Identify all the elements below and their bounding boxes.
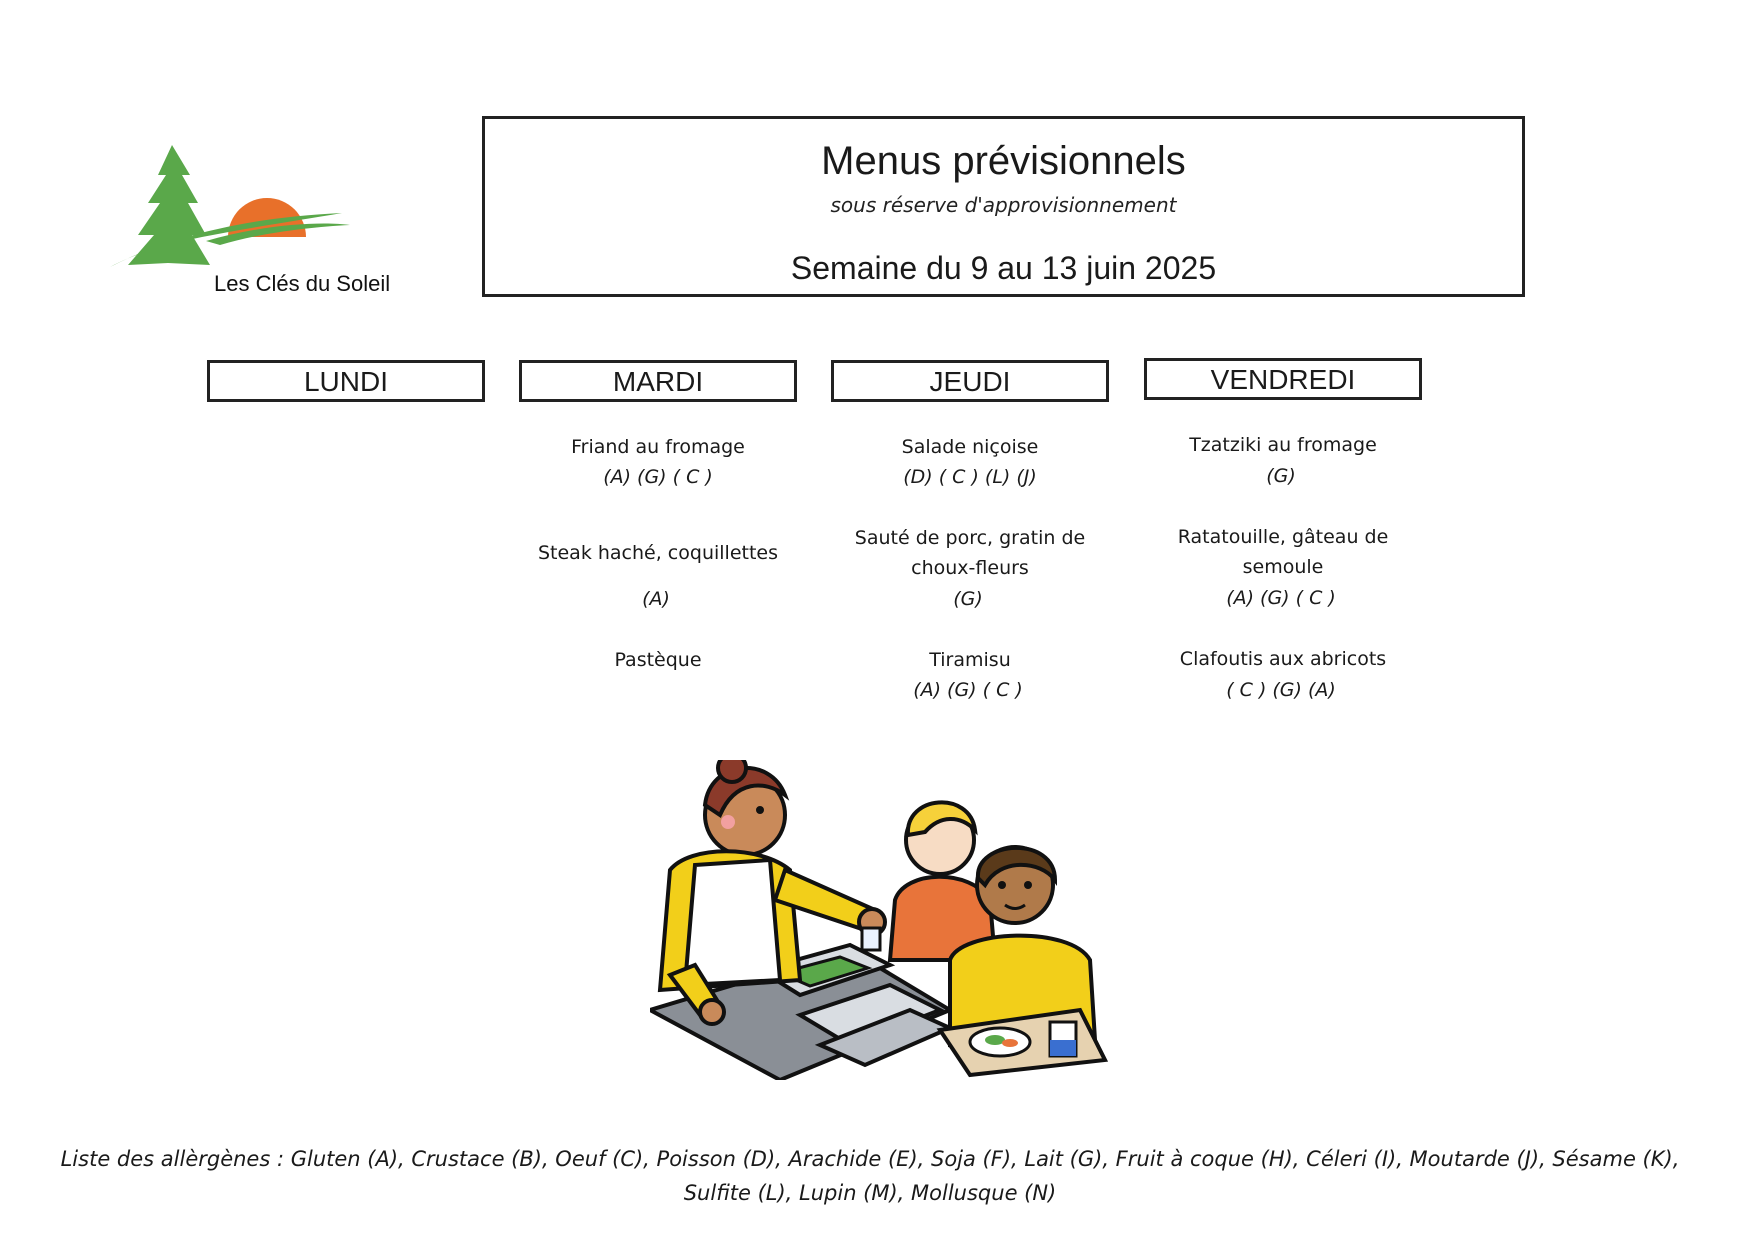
jeudi-main-line2: choux-fleurs [911,557,1029,579]
vendredi-dessert: Clafoutis aux abricots [1179,648,1387,670]
day-header-lundi: LUNDI [207,360,485,402]
jeudi-main-line1: Sauté de porc, gratin de [854,527,1086,549]
vendredi-starter: Tzatziki au fromage [1189,434,1377,456]
allergen-legend-line1: Liste des allèrgènes : Gluten (A), Crustace (B), Oeuf (C), Poisson (D), Arachide (E), Soja (F), Lait (G), Fruit à coque (H), Céleri (I), Moutarde (J), Sésame (K), [60,1147,1680,1171]
day-header-vendredi: VENDREDI [1144,358,1422,400]
page-subtitle: sous réserve d'approvisionnement [830,193,1177,217]
week-range: Semaine du 9 au 13 juin 2025 [790,250,1217,286]
allergen-legend-line2: Sulfite (L), Lupin (M), Mollusque (N) [683,1181,1057,1205]
page-title: Menus prévisionnels [821,139,1186,183]
jeudi-main-allergens: (G) [953,588,983,610]
vendredi-main-line2: semoule [1242,556,1324,578]
logo-name: Les Clés du Soleil [214,271,391,296]
logo [110,145,410,305]
vendredi-main-allergens: (A) (G) ( C ) [1226,587,1336,609]
mardi-main: Steak haché, coquillettes [537,542,778,564]
mardi-starter: Friand au fromage [571,436,745,458]
jeudi-dessert-allergens: (A) (G) ( C ) [913,679,1023,701]
day-header-jeudi: JEUDI [831,360,1109,402]
mardi-main-allergens: (A) [642,588,670,610]
vendredi-main-line1: Ratatouille, gâteau de [1177,526,1389,548]
title-box [482,116,1525,297]
day-header-mardi: MARDI [519,360,797,402]
cafeteria-serving-illustration [650,760,1110,1080]
tree-icon [128,145,210,265]
jeudi-starter-allergens: (D) ( C ) (L) (J) [903,466,1037,488]
vendredi-dessert-allergens: ( C ) (G) (A) [1226,679,1336,701]
allergen-legend [60,1142,1680,1210]
jeudi-starter: Salade niçoise [901,436,1039,458]
vendredi-starter-allergens: (G) [1266,465,1296,487]
tree-sun-logo-icon [110,145,410,275]
cafeteria-icon [650,760,1110,1080]
mardi-dessert: Pastèque [614,649,702,671]
mardi-starter-allergens: (A) (G) ( C ) [603,466,713,488]
jeudi-dessert: Tiramisu [929,649,1011,671]
